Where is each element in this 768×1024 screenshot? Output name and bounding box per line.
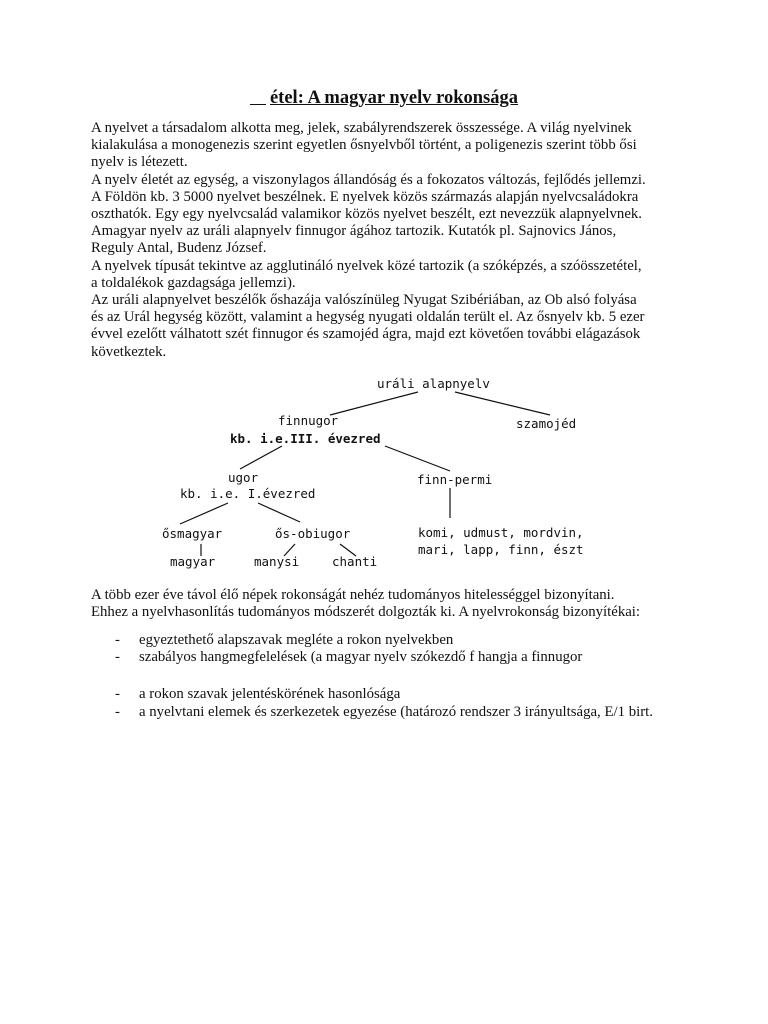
edge-root-szamojed	[455, 392, 550, 415]
tree-node-osmagyar: ősmagyar	[162, 526, 223, 541]
edge-finnugor-finnpermi	[385, 446, 450, 471]
text-line: Reguly Antal, Budenz József.	[91, 240, 267, 257]
evidence-list	[115, 632, 735, 721]
text-line: a toldalékok gazdagsága jellemzi).	[91, 274, 296, 291]
list-item	[115, 686, 735, 703]
intro-paragraph	[91, 120, 681, 361]
tree-node-finnugor-date: kb. i.e.III. évezred	[230, 431, 381, 446]
list-item	[115, 649, 735, 666]
edge-ugor-osmagyar	[180, 503, 228, 524]
page-title	[0, 86, 768, 110]
tree-node-magyar: magyar	[170, 554, 216, 569]
list-bullet: -	[115, 649, 120, 666]
text-line: Ehhez a nyelvhasonlítás tudományos módszerét dolgozták ki. A nyelvrokonság bizonyítékai:	[91, 604, 641, 621]
edge-ugor-osobiugor	[258, 503, 300, 522]
tree-node-szamojed: szamojéd	[516, 416, 577, 431]
text-line: kialakulása a monogenezis szerint egyetlen ősnyelvből történt, a poligenezis szerint több ősi	[91, 137, 637, 154]
page-title-text: étel: A magyar nyelv rokonsága	[269, 88, 519, 108]
list-item	[115, 632, 735, 649]
text-line: A Földön kb. 3 5000 nyelvet beszélnek. E nyelvek közös származás alapján nyelvcsaládokra	[91, 188, 639, 205]
list-item-text: egyeztethető alapszavak megléte a rokon nyelvekben	[139, 632, 454, 648]
text-line: és az Urál hegység között, valamint a hegység nyugati oldalán terült el. Az ősnyelv kb. 5 ezer	[91, 309, 645, 326]
tree-node-finn-permi-langs-2: mari, lapp, finn, észt	[418, 542, 584, 557]
list-bullet: -	[115, 703, 120, 720]
tree-node-manysi: manysi	[254, 554, 300, 569]
text-line: nyelv is létezett.	[91, 154, 188, 171]
list-item-text: a rokon szavak jelentéskörének hasonlósága	[139, 686, 401, 703]
tree-node-finn-permi-langs-1: komi, udmust, mordvin,	[418, 525, 584, 540]
evidence-intro-paragraph	[91, 587, 691, 621]
list-item	[115, 704, 735, 721]
list-bullet: -	[115, 632, 120, 648]
text-line: Az uráli alapnyelvet beszélők őshazája valószínüleg Nyugat Szibériában, az Ob alsó folyása	[91, 292, 637, 309]
text-line: Amagyar nyelv az uráli alapnyelv finnugor ágához tartozik. Kutatók pl. Sajnovics János,	[91, 223, 617, 240]
language-family-tree	[160, 370, 630, 576]
language-tree-diagram	[160, 370, 630, 576]
text-line: A nyelvek típusát tekintve az agglutináló nyelvek közé tartozik (a szóképzés, a szóösszetétel,	[91, 257, 642, 274]
edge-root-finnugor	[330, 392, 418, 415]
text-line: oszthatók. Egy egy nyelvcsalád valamikor közös nyelvet beszélt, ezt nevezzük alapnyelvnek.	[91, 206, 642, 223]
tree-node-os-obiugor: ős-obiugor	[275, 526, 351, 541]
tree-node-finn-permi: finn-permi	[417, 472, 493, 487]
tree-node-chanti: chanti	[332, 554, 378, 569]
tree-node-finnugor: finnugor	[278, 413, 339, 428]
list-item-text: szabályos hangmegfelelések (a magyar nyelv szókezdő f hangja a finnugor	[139, 649, 583, 666]
text-line: A nyelv életét az egység, a viszonylagos állandóság és a fokozatos változás, fejlődés jellemzi.	[91, 171, 646, 188]
edge-finnugor-ugor	[240, 446, 282, 469]
list-item-text: a nyelvtani elemek és szerkezetek egyezése (határozó rendszer 3 irányultsága, E/1 birt.	[139, 703, 653, 720]
text-line: következtek.	[91, 343, 167, 360]
tree-node-root: uráli alapnyelv	[377, 376, 490, 391]
list-bullet: -	[115, 686, 120, 703]
text-line: évvel ezelőtt válhatott szét finnugor és szamojéd ágra, majd ezt követően további elágazások	[91, 326, 641, 343]
tree-node-ugor-date: kb. i.e. I.évezred	[180, 486, 316, 501]
text-line: A több ezer éve távol élő népek rokonságát nehéz tudományos hitelességgel bizonyítani.	[91, 587, 615, 603]
text-line: A nyelvet a társadalom alkotta meg, jelek, szabályrendszerek összessége. A világ nyelvinek	[91, 120, 632, 136]
title-underline-lead	[250, 102, 266, 105]
tree-node-ugor: ugor	[228, 470, 259, 485]
